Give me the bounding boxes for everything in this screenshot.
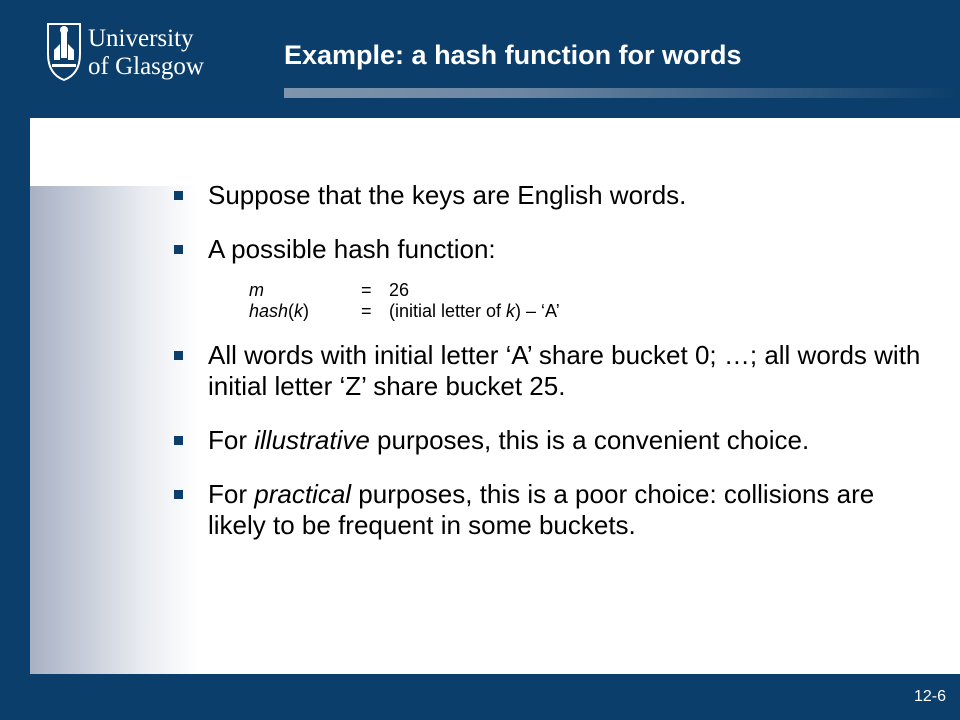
formula-rhs-post: ) – ‘A’: [515, 301, 560, 321]
university-logo: [46, 20, 216, 82]
formula-row-m: [249, 280, 932, 301]
bullet-text-part: All words with initial letter: [208, 340, 506, 370]
bullet-square-icon: [174, 436, 183, 445]
formula-equals: =: [361, 301, 372, 321]
bullet-square-icon: [174, 351, 183, 360]
bullet-square-icon: [174, 490, 183, 499]
bullet-text: A possible hash function:: [208, 234, 496, 264]
bullet-item-keys: [172, 180, 932, 211]
emphasized-word: practical: [254, 479, 352, 509]
formula-lhs: m: [249, 280, 264, 300]
logo-line1: University: [88, 25, 194, 52]
bullet-item-buckets: [172, 340, 932, 402]
formula-var: k: [506, 301, 516, 321]
bullet-text-part: share bucket 25.: [365, 371, 566, 401]
bullet-item-hash-function: [172, 234, 932, 265]
hash-formula: [249, 280, 932, 322]
formula-row-hash: [249, 301, 932, 322]
bullet-text-part: For: [208, 425, 255, 455]
bullet-square-icon: [174, 245, 183, 254]
bullet-item-illustrative: [172, 425, 932, 456]
slide-header: [0, 0, 960, 118]
slide-footer: [0, 674, 960, 720]
bullet-item-practical: [172, 479, 932, 541]
formula-fn: hash: [249, 301, 289, 321]
bullet-text-part: For: [208, 479, 255, 509]
bullet-square-icon: [174, 191, 183, 200]
formula-rhs-pre: (initial letter of: [389, 301, 507, 321]
university-crest-icon: [48, 24, 80, 80]
formula-rhs: 26: [389, 280, 410, 300]
bullet-text-part: purposes, this is a convenient choice.: [369, 425, 810, 455]
bullet-text: Suppose that the keys are English words.: [208, 180, 687, 210]
page-number: 12-6: [913, 688, 946, 705]
bullet-text-part: purposes, this is a poor choice: collisions are likely to be frequent in some buckets.: [208, 479, 875, 540]
logo-line2: of Glasgow: [88, 53, 204, 80]
body-top-band: [30, 118, 960, 186]
bullet-text-part: share bucket 0; …; all words with initial letter: [208, 340, 921, 401]
formula-var: k: [294, 301, 304, 321]
formula-paren-close: ): [303, 301, 310, 321]
quoted-letter-z: ‘Z’: [339, 371, 366, 401]
bullet-list: [172, 180, 932, 564]
formula-rhs: [389, 301, 560, 322]
emphasized-word: illustrative: [254, 425, 370, 455]
quoted-letter-a: ‘A’: [505, 340, 532, 370]
title-underline-rule: [284, 88, 960, 98]
formula-lhs: [249, 301, 309, 322]
formula-paren-open: (: [288, 301, 295, 321]
slide-title: Example: a hash function for words: [284, 40, 742, 70]
formula-equals: =: [361, 280, 372, 300]
